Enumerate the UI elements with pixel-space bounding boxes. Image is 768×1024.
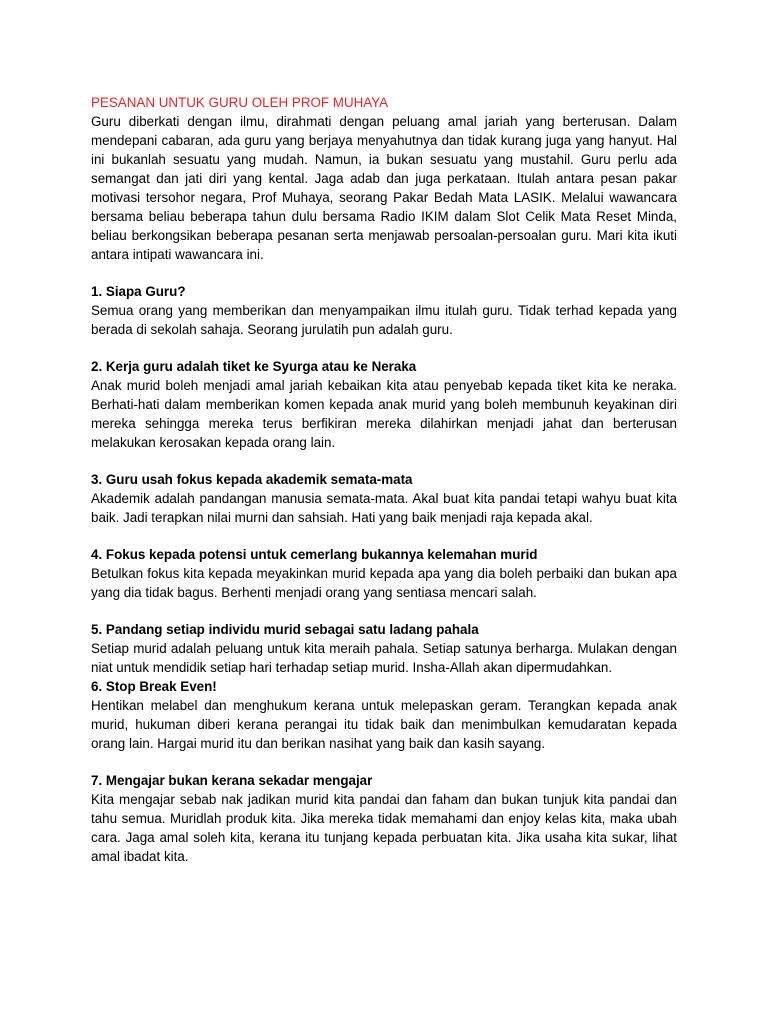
section-body: Betulkan fokus kita kepada meyakinkan murid kepada apa yang dia boleh perbaiki dan bukan apa yang dia tidak bagus. Berhenti menjadi orang yang sentiasa mencari salah. [91,566,677,600]
section-1 [91,282,677,339]
section-heading: 1. Siapa Guru? [91,284,186,299]
section-2 [91,357,677,452]
section-7 [91,771,677,866]
section-heading: 7. Mengajar bukan kerana sekadar mengajar [91,773,373,788]
section-heading: 4. Fokus kepada potensi untuk cemerlang bukannya kelemahan murid [91,547,538,562]
section-body: Anak murid boleh menjadi amal jariah kebaikan kita atau penyebab kepada tiket kita ke neraka. Berhati-hati dalam memberikan komen kepada anak murid yang boleh membunuh keyakinan diri mereka sehingga mereka terus berfikiran mereka dilahirkan menjadi jahat dan berterusan melakukan kerosakan kepada orang lain. [91,378,677,450]
section-body: Akademik adalah pandangan manusia semata-mata. Akal buat kita pandai tetapi wahyu buat kita baik. Jadi terapkan nilai murni dan sahsiah. Hati yang baik menjadi raja kepada akal. [91,491,677,525]
section-body: Setiap murid adalah peluang untuk kita meraih pahala. Setiap satunya berharga. Mulakan dengan niat untuk mendidik setiap hari terhadap setiap murid. Insha-Allah akan dipermudahkan. [91,641,677,675]
section-heading: 3. Guru usah fokus kepada akademik semata-mata [91,472,413,487]
section-body: Semua orang yang memberikan dan menyampaikan ilmu itulah guru. Tidak terhad kepada yang berada di sekolah sahaja. Seorang jurulatih pun adalah guru. [91,303,677,337]
section-heading: 6. Stop Break Even! [91,679,217,694]
intro-paragraph: Guru diberkati dengan ilmu, dirahmati dengan peluang amal jariah yang berterusan. Dalam mendepani cabaran, ada guru yang berjaya menyahutnya dan tidak kurang juga yang hanyut. Hal ini bukanlah sesuatu yang mudah. Namun, ia bukan sesuatu yang mustahil. Guru perlu ada semangat dan jati diri yang kental. Jaga adab dan juga perkataan. Itulah antara pesan pakar motivasi tersohor negara, Prof Muhaya, seorang Pakar Bedah Mata LASIK. Melalui wawancara bersama beliau beberapa tahun dulu bersama Radio IKIM dalam Slot Celik Mata Reset Minda, beliau berkongsikan beberapa pesanan serta menjawab persoalan-persoalan guru. Mari kita ikuti antara intipati wawancara ini. [91,114,677,262]
document-title: PESANAN UNTUK GURU OLEH PROF MUHAYA [91,95,389,110]
section-6 [91,677,677,753]
section-body: Kita mengajar sebab nak jadikan murid kita pandai dan faham dan bukan tunjuk kita pandai dan tahu semua. Muridlah produk kita. Jika mereka tidak memahami dan enjoy kelas kita, maka ubah cara. Jaga amal soleh kita, kerana itu tunjang kepada perbuatan kita. Jika usaha kita sukar, lihat amal ibadat kita. [91,792,677,864]
document-page [91,93,677,866]
section-heading: 2. Kerja guru adalah tiket ke Syurga atau ke Neraka [91,359,417,374]
section-5 [91,620,677,677]
section-3 [91,470,677,527]
section-heading: 5. Pandang setiap individu murid sebagai satu ladang pahala [91,622,479,637]
section-4 [91,545,677,602]
section-body: Hentikan melabel dan menghukum kerana untuk melepaskan geram. Terangkan kepada anak murid, hukuman diberi kerana perangai itu tidak baik dan menimbulkan kemudaratan kepada orang lain. Hargai murid itu dan berikan nasihat yang baik dan kasih sayang. [91,698,677,751]
